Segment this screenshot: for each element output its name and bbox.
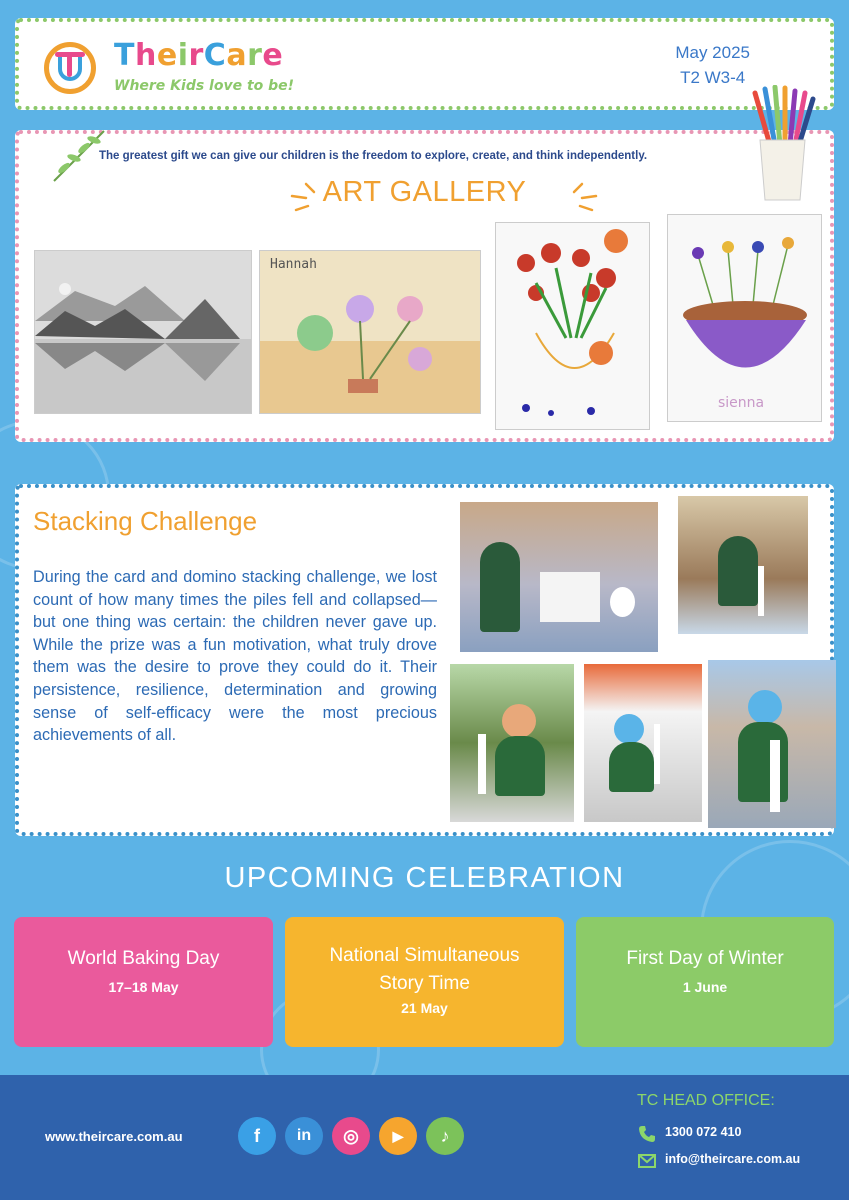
artwork-mountains bbox=[34, 250, 252, 414]
sparkle-right-icon bbox=[564, 176, 604, 216]
stacking-photo-indoor-table bbox=[584, 664, 702, 822]
youtube-icon[interactable]: ▶ bbox=[379, 1117, 417, 1155]
phone-icon bbox=[638, 1125, 656, 1143]
email-address[interactable]: info@theircare.com.au bbox=[665, 1152, 801, 1166]
event-card-story-time bbox=[285, 917, 564, 1047]
tiktok-icon[interactable]: ♪ bbox=[426, 1117, 464, 1155]
brand-name: TheirCare bbox=[114, 38, 284, 73]
stacking-photo-child-tower bbox=[678, 496, 808, 634]
stacking-photo-tall-tower bbox=[708, 660, 836, 828]
event-card-first-day-winter bbox=[576, 917, 834, 1047]
header bbox=[15, 18, 834, 110]
issue-term-week: T2 W3-4 bbox=[680, 68, 746, 87]
facebook-icon[interactable]: f bbox=[238, 1117, 276, 1155]
event-name: First Day of Winter bbox=[626, 948, 784, 969]
theircare-logo-icon bbox=[44, 42, 96, 94]
event-name: World Baking Day bbox=[67, 948, 220, 969]
artwork-bouquet bbox=[495, 222, 650, 430]
artwork-signature-sienna: sienna bbox=[718, 395, 765, 411]
tagline: Where Kids love to be! bbox=[114, 78, 295, 94]
event-date: 1 June bbox=[682, 979, 728, 995]
event-name: National Simultaneous Story Time bbox=[329, 945, 520, 994]
pencil-cup-icon bbox=[745, 85, 820, 205]
stacking-title: Stacking Challenge bbox=[33, 506, 258, 536]
art-gallery-section bbox=[15, 130, 834, 442]
upcoming-title: UPCOMING CELEBRATION bbox=[224, 862, 625, 894]
stacking-challenge-section bbox=[15, 484, 834, 836]
head-office-title: TC HEAD OFFICE: bbox=[637, 1092, 775, 1109]
stacking-photo-outdoor bbox=[450, 664, 574, 822]
website-link[interactable]: www.theircare.com.au bbox=[45, 1129, 183, 1144]
issue-month: May 2025 bbox=[675, 43, 750, 62]
stacking-body: During the card and domino stacking challenge, we lost count of how many times the piles fell and collapsed—but one thing was certain: the children never gave up. While the prize was a fun motivation, what truly drove them was the desire to prove they could do it. Their persistence, resilience, determination and growing sense of self-efficacy were the most precious achievements of all. bbox=[33, 568, 437, 745]
event-card-world-baking-day bbox=[14, 917, 273, 1047]
event-date: 17–18 May bbox=[108, 979, 179, 995]
instagram-icon[interactable]: ◎ bbox=[332, 1117, 370, 1155]
issue-date bbox=[675, 40, 750, 90]
linkedin-icon[interactable]: in bbox=[285, 1117, 323, 1155]
email-icon bbox=[638, 1152, 656, 1170]
stacking-photo-classroom bbox=[460, 502, 658, 652]
artwork-flowers-hannah bbox=[259, 250, 481, 414]
gallery-quote: The greatest gift we can give our children is the freedom to explore, create, and think independently. bbox=[99, 150, 648, 162]
event-date: 21 May bbox=[401, 1000, 448, 1016]
artwork-signature-hannah: Hannah bbox=[270, 257, 317, 272]
artwork-purple-bowl-sienna bbox=[667, 214, 822, 422]
phone-number[interactable]: 1300 072 410 bbox=[665, 1125, 742, 1139]
gallery-title: ART GALLERY bbox=[322, 176, 527, 208]
footer bbox=[0, 1075, 849, 1200]
